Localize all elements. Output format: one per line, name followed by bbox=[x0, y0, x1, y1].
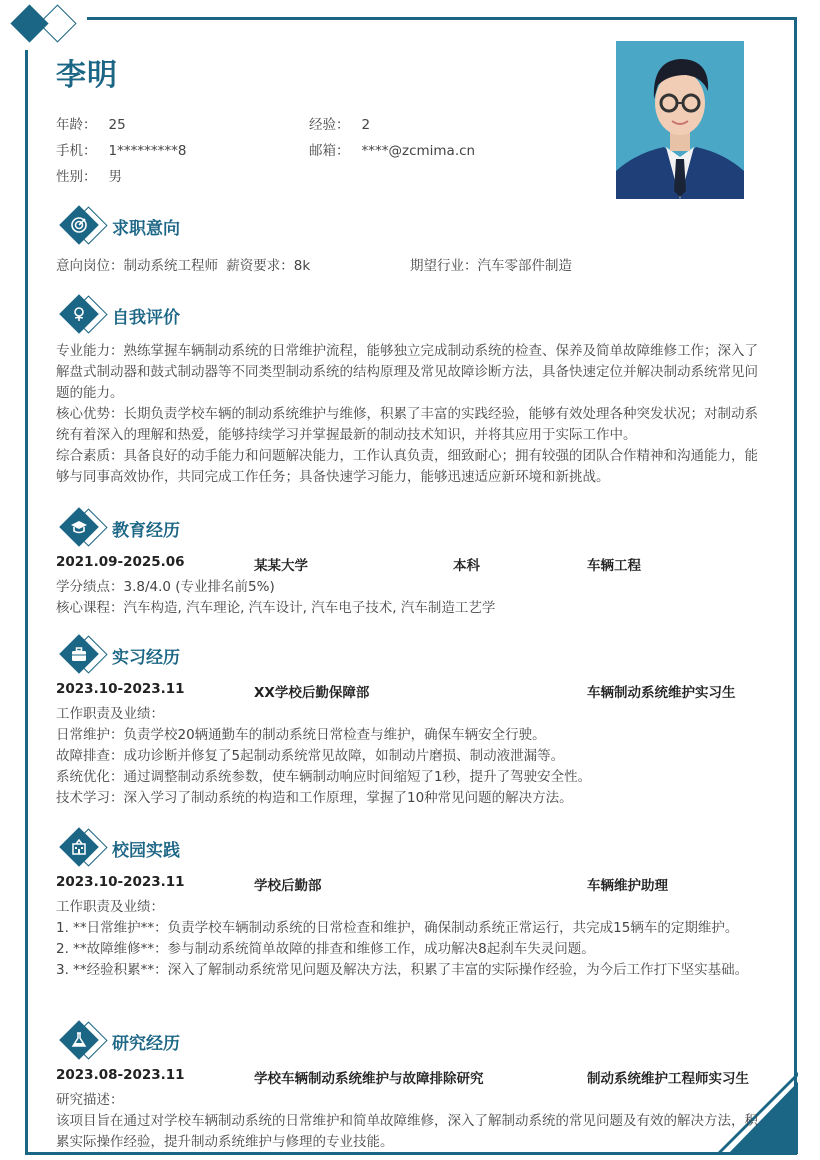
detail-line: 工作职责及业绩： bbox=[56, 706, 164, 722]
phone-field: 手机： 1*********8 bbox=[56, 143, 187, 159]
internship-org: XX学校后勤保障部 bbox=[254, 685, 370, 701]
education-entry-header bbox=[56, 554, 768, 575]
campus-entry-header bbox=[56, 874, 768, 895]
research-project: 学校车辆制动系统维护与故障排除研究 bbox=[254, 1071, 484, 1087]
desired-position: 意向岗位：制动系统工程师 bbox=[56, 258, 218, 274]
campus-details bbox=[56, 897, 768, 981]
desired-industry: 期望行业：汽车零部件制造 bbox=[410, 258, 572, 274]
detail-line: 1. **日常维护**：负责学校车辆制动系统的日常检查和维护，确保制动系统正常运行，共完成15辆车的定期维护。 bbox=[56, 920, 739, 936]
flask-icon bbox=[70, 1031, 88, 1049]
internship-role: 车辆制动系统维护实习生 bbox=[587, 685, 736, 701]
education-details bbox=[56, 577, 768, 619]
paragraph-overall-quality: 综合素质：具备良好的动手能力和问题解决能力，工作认真负责，细致耐心；拥有较强的团队合作精神和沟通能力，能够与同事高效协作，共同完成工作任务；具备快速学习能力，能够迅速适应新环境和新挑战。 bbox=[56, 448, 758, 485]
corner-diamond-solid bbox=[10, 4, 48, 42]
education-degree: 本科 bbox=[453, 558, 480, 574]
campus-org: 学校后勤部 bbox=[254, 878, 322, 894]
section-title: 教育经历 bbox=[112, 521, 180, 541]
experience-field: 经验： 2 bbox=[309, 117, 371, 133]
detail-line: 日常维护：负责学校20辆通勤车的制动系统日常检查与维护，确保车辆安全行驶。 bbox=[56, 727, 546, 743]
candidate-name: 李明 bbox=[56, 58, 118, 93]
detail-line: 技术学习：深入学习了制动系统的构造和工作原理，掌握了10种常见问题的解决方法。 bbox=[56, 790, 573, 806]
flower-icon bbox=[70, 305, 88, 323]
education-major: 车辆工程 bbox=[587, 558, 641, 574]
research-date: 2023.08-2023.11 bbox=[56, 1067, 185, 1083]
internship-date: 2023.10-2023.11 bbox=[56, 681, 185, 697]
gender-field: 性别： 男 bbox=[56, 169, 122, 185]
detail-line: 工作职责及业绩： bbox=[56, 899, 164, 915]
age-field: 年龄： 25 bbox=[56, 117, 126, 133]
desired-salary: 薪资要求：8k bbox=[226, 258, 311, 274]
section-title: 实习经历 bbox=[112, 648, 180, 668]
target-icon bbox=[70, 216, 88, 234]
section-title: 求职意向 bbox=[112, 219, 180, 239]
education-school: 某某大学 bbox=[254, 558, 308, 574]
education-date: 2021.09-2025.06 bbox=[56, 554, 185, 570]
gpa-line: 学分绩点：3.8/4.0 (专业排名前5%) bbox=[56, 579, 275, 595]
detail-line: 该项目旨在通过对学校车辆制动系统的日常维护和简单故障维修，深入了解制动系统的常见问题及有效的解决方法，积累实际操作经验，提升制动系统维护与修理的专业技能。 bbox=[56, 1113, 758, 1150]
detail-line: 3. **经验积累**：深入了解制动系统常见问题及解决方法，积累了丰富的实际操作经验，为今后工作打下坚实基础。 bbox=[56, 962, 749, 978]
research-role: 制动系统维护工程师实习生 bbox=[587, 1071, 749, 1087]
internship-details bbox=[56, 704, 768, 809]
internship-entry-header bbox=[56, 681, 768, 702]
section-title: 校园实践 bbox=[112, 841, 180, 861]
research-entry-header bbox=[56, 1067, 768, 1088]
frame-right-line bbox=[794, 17, 797, 1155]
briefcase-icon bbox=[70, 645, 88, 663]
frame-top-line bbox=[87, 17, 796, 20]
graduation-cap-icon bbox=[70, 518, 88, 536]
research-details bbox=[56, 1090, 768, 1153]
self-evaluation-body bbox=[56, 341, 768, 488]
detail-line: 2. **故障维修**：参与制动系统简单故障的排查和维修工作，成功解决8起刹车失灵问题。 bbox=[56, 941, 595, 957]
campus-date: 2023.10-2023.11 bbox=[56, 874, 185, 890]
section-title: 研究经历 bbox=[112, 1034, 180, 1054]
job-intent-row bbox=[56, 256, 768, 277]
avatar-photo bbox=[616, 41, 744, 199]
building-icon bbox=[70, 838, 88, 856]
courses-line: 核心课程：汽车构造, 汽车理论, 汽车设计, 汽车电子技术, 汽车制造工艺学 bbox=[56, 600, 496, 616]
frame-left-line bbox=[25, 50, 28, 1155]
section-title: 自我评价 bbox=[112, 308, 180, 328]
email-field: 邮箱： ****@zcmima.cn bbox=[309, 143, 476, 159]
detail-line: 系统优化：通过调整制动系统参数，使车辆制动响应时间缩短了1秒，提升了驾驶安全性。 bbox=[56, 769, 592, 785]
paragraph-professional: 专业能力：熟练掌握车辆制动系统的日常维护流程，能够独立完成制动系统的检查、保养及简单故障维修工作；深入了解盘式制动器和鼓式制动器等不同类型制动系统的结构原理及常见故障诊断方法，具备快速定位并解决制动系统常见问题的能力。 bbox=[56, 343, 758, 401]
detail-line: 故障排查：成功诊断并修复了5起制动系统常见故障，如制动片磨损、制动液泄漏等。 bbox=[56, 748, 565, 764]
campus-role: 车辆维护助理 bbox=[587, 878, 668, 894]
detail-line: 研究描述： bbox=[56, 1092, 124, 1108]
paragraph-core-advantage: 核心优势：长期负责学校车辆的制动系统维护与维修，积累了丰富的实践经验，能够有效处理各种突发状况；对制动系统有着深入的理解和热爱，能够持续学习并掌握最新的制动技术知识，并将其应用于实际工作中。 bbox=[56, 406, 758, 443]
